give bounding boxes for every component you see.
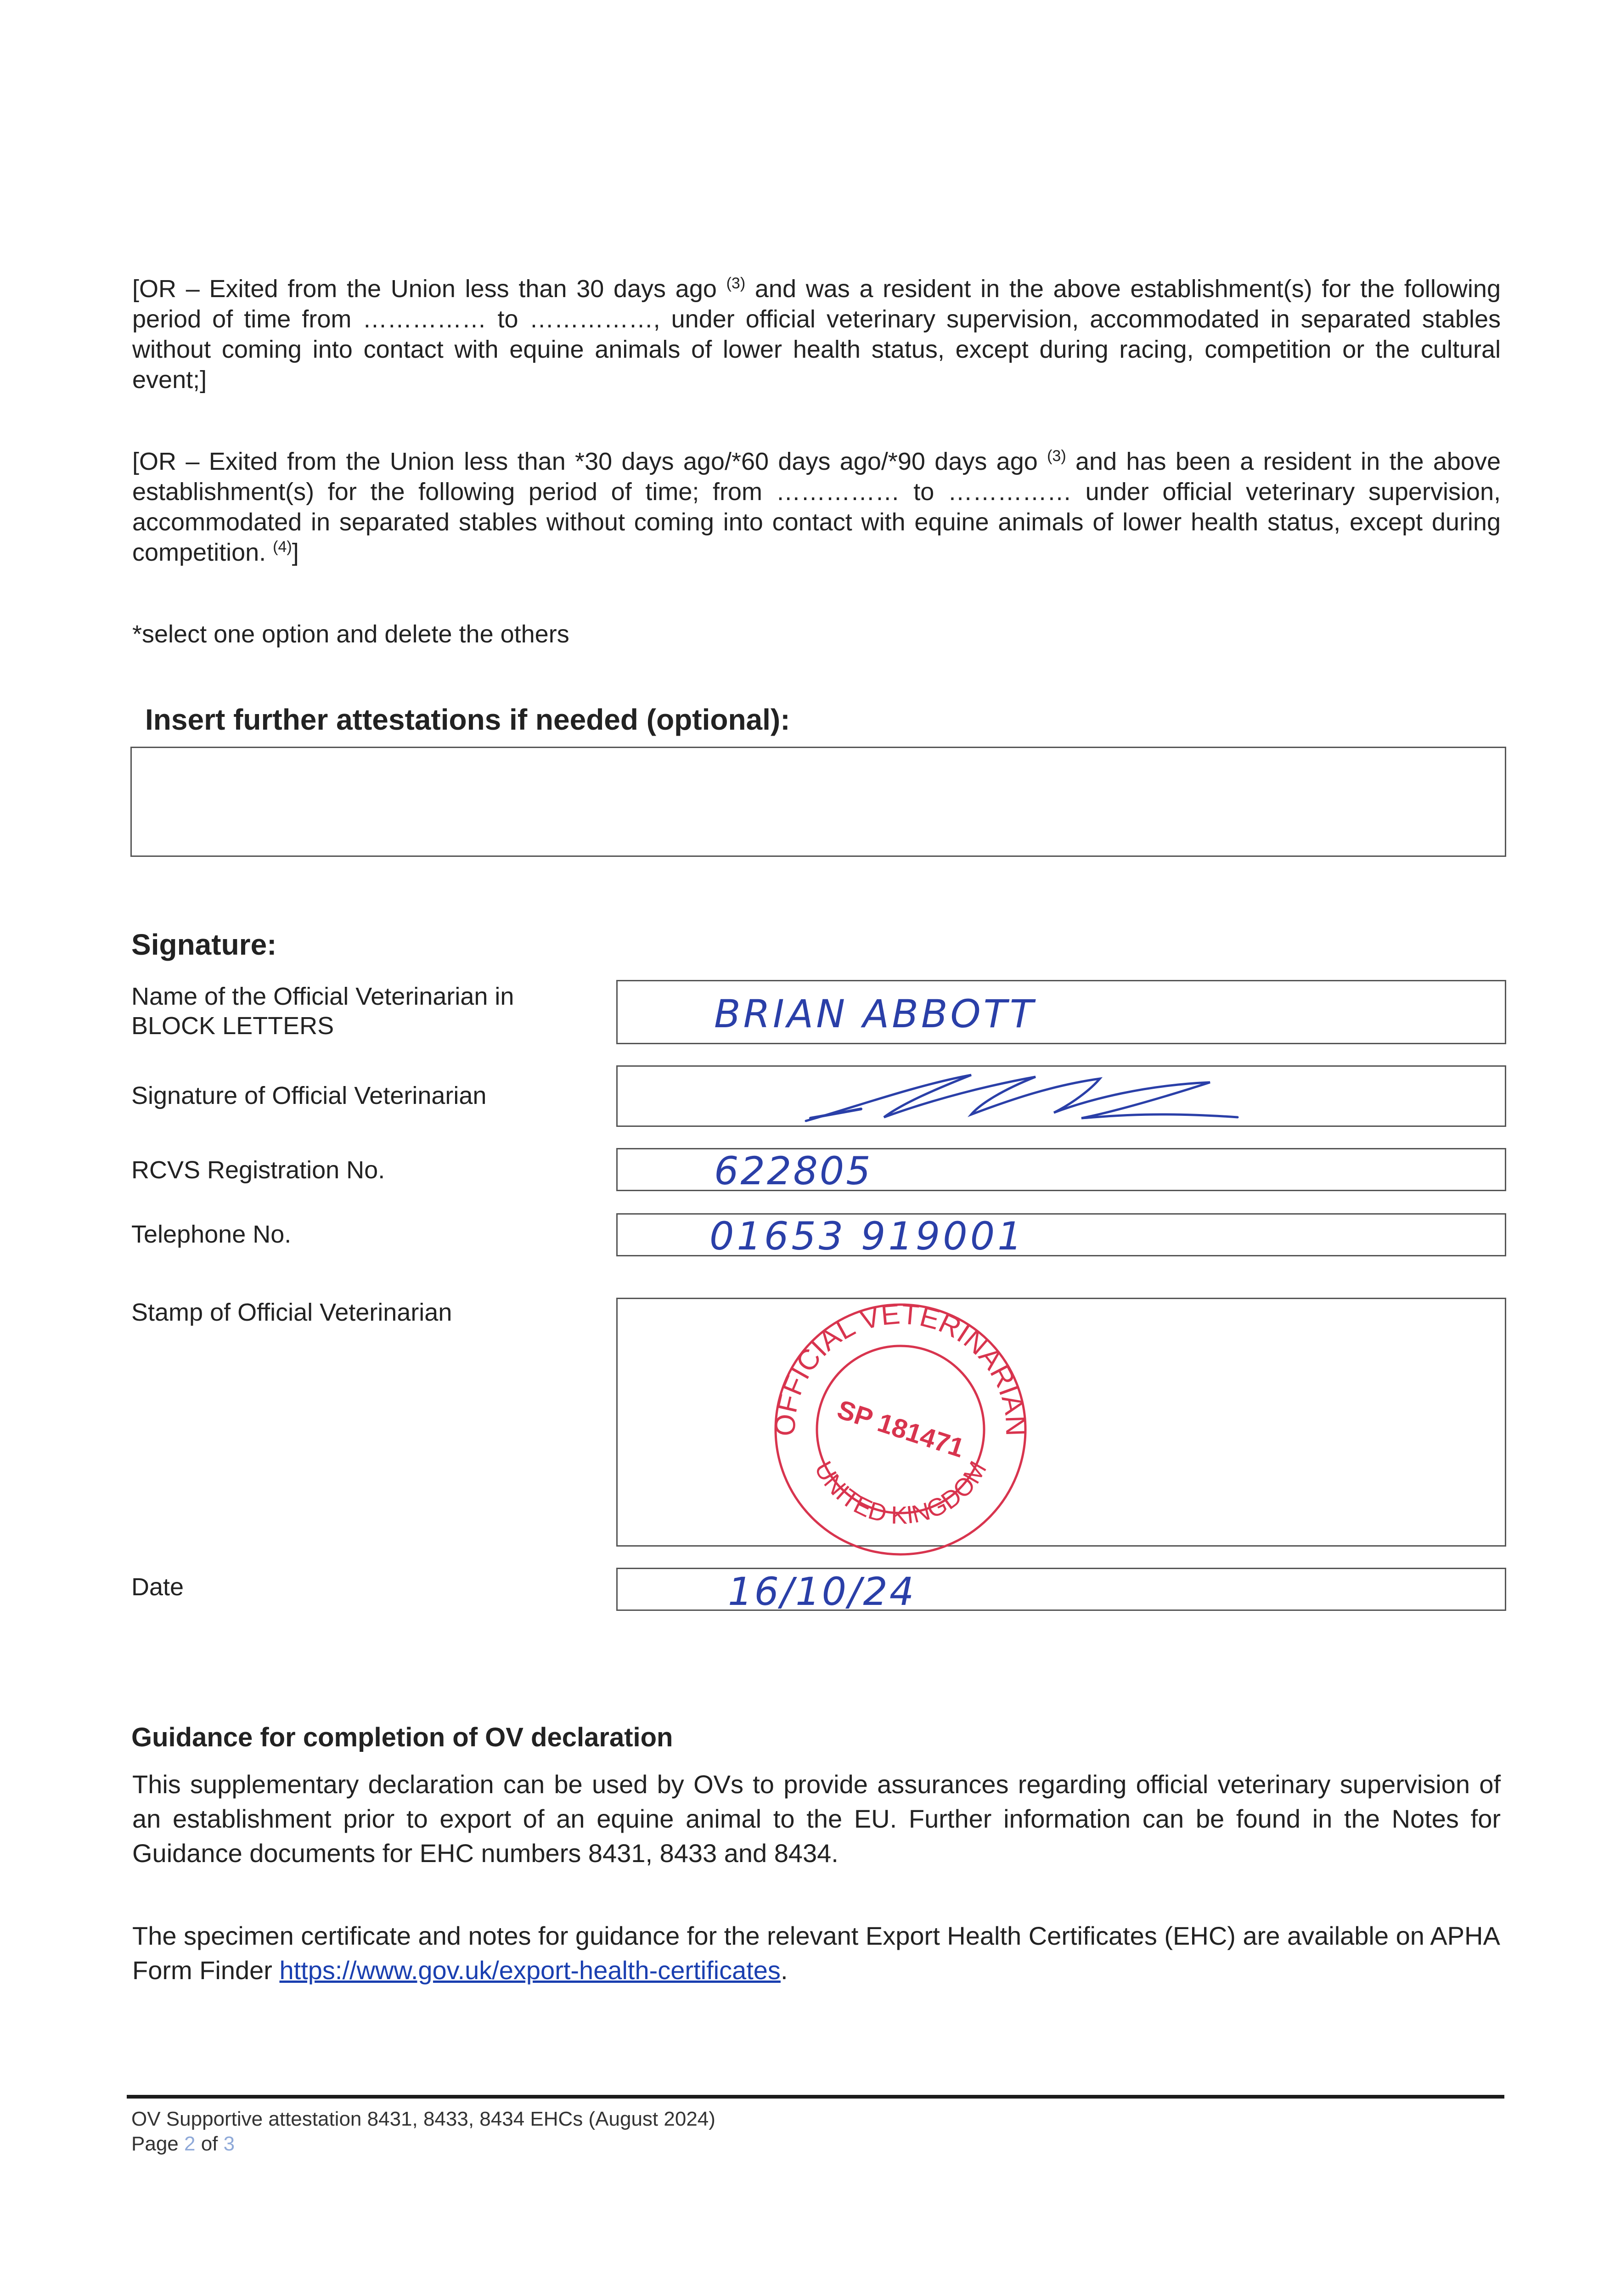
- exit-multi-days-paragraph: [132, 446, 1501, 568]
- guidance-paragraph-2: [132, 1919, 1501, 1987]
- rcvs-value: 622805: [714, 1148, 872, 1193]
- para2-text-a: [OR – Exited from the Union less than *30 days ago/*60 days ago/*90 days ago: [132, 448, 1047, 475]
- rcvs-label: RCVS Registration No.: [131, 1156, 385, 1184]
- footer-page-number: [131, 2132, 235, 2156]
- para2-footnote-ref-4: (4): [273, 538, 292, 556]
- further-attestations-box[interactable]: [130, 747, 1506, 857]
- stamp-bottom-text: UNITED KINGDOM: [809, 1457, 992, 1530]
- telephone-label: Telephone No.: [131, 1221, 292, 1248]
- para2-footnote-ref-3: (3): [1047, 447, 1066, 465]
- para2-text-c: ]: [292, 539, 299, 566]
- ov-signature-field[interactable]: [616, 1065, 1506, 1127]
- rcvs-handwriting: [714, 1147, 944, 1193]
- telephone-value: 01653 919001: [709, 1214, 1025, 1259]
- para1-footnote-ref: (3): [726, 275, 746, 292]
- footer-document-title: OV Supportive attestation 8431, 8433, 8434 EHCs (August 2024): [131, 2108, 715, 2130]
- para2-text-b: and has been a resident in the above establishment(s) for the following period of time; from …………… to …………… under official veterinary supervision, accommodated in separated stables without coming into contact with equine animals of lower health status, except during competition.: [132, 448, 1501, 566]
- date-label: Date: [131, 1573, 184, 1601]
- signature-stroke: [806, 1075, 1238, 1121]
- telephone-field[interactable]: [616, 1213, 1506, 1259]
- page-total: 3: [223, 2133, 235, 2155]
- guidance-heading: Guidance for completion of OV declaration: [131, 1722, 673, 1752]
- ov-name-label: Name of the Official Veterinarian in BLOCK LETTERS: [131, 983, 514, 1040]
- date-value: 16/10/24: [728, 1569, 916, 1614]
- signature-heading: Signature:: [131, 928, 277, 961]
- date-field[interactable]: [616, 1568, 1506, 1614]
- ov-name-value: BRIAN ABBOTT: [714, 991, 1036, 1036]
- stamp-inner-text: SP 181471: [833, 1394, 968, 1463]
- telephone-handwriting: [709, 1212, 1077, 1258]
- page-of: of: [195, 2133, 224, 2155]
- para1-text-a: [OR – Exited from the Union less than 30 days ago: [132, 275, 726, 303]
- guidance-paragraph-1: This supplementary declaration can be used by OVs to provide assurances regarding official veterinary supervision of an establishment prior to export of an equine animal to the EU. Further information can be found in the Notes for Guidance documents for EHC numbers 8431, 8433 and 8434.: [132, 1770, 1501, 1868]
- ov-name-handwriting: [709, 981, 1036, 1043]
- form-finder-link[interactable]: https://www.gov.uk/export-health-certificates: [279, 1956, 781, 1985]
- ov-signature-image: [797, 1067, 1256, 1125]
- official-veterinarian-stamp: [763, 1292, 1038, 1567]
- date-handwriting: [728, 1566, 957, 1612]
- guidance-p2-text: The specimen certificate and notes for guidance for the relevant Export Health Certificates (EHC) are available on APHA Form Finder: [132, 1921, 1499, 1985]
- para1-text-b: and was a resident in the above establishment(s) for the following period of time from …………… to ……………, under official veterinary supervision, accommodated in separated stables without coming into contact with equine animals of lower health status, except during racing, competition or the cultural event;]: [132, 275, 1501, 394]
- further-attestations-heading: Insert further attestations if needed (optional):: [145, 703, 790, 736]
- stamp-field[interactable]: [616, 1298, 1506, 1547]
- signature-underline: [810, 1109, 861, 1118]
- ov-signature-label: Signature of Official Veterinarian: [131, 1082, 487, 1109]
- select-option-note: *select one option and delete the others: [132, 620, 569, 648]
- page-current: 2: [184, 2133, 196, 2155]
- rcvs-field[interactable]: [616, 1148, 1506, 1191]
- exit-30-days-paragraph: [132, 274, 1501, 395]
- footer-divider: [127, 2095, 1504, 2099]
- guidance-p2-period: .: [780, 1956, 788, 1985]
- ov-name-field[interactable]: [616, 980, 1506, 1044]
- stamp-outer-text: OFFICIAL VETERINARIAN: [769, 1298, 1032, 1437]
- stamp-label: Stamp of Official Veterinarian: [131, 1299, 452, 1326]
- page-prefix: Page: [131, 2133, 184, 2155]
